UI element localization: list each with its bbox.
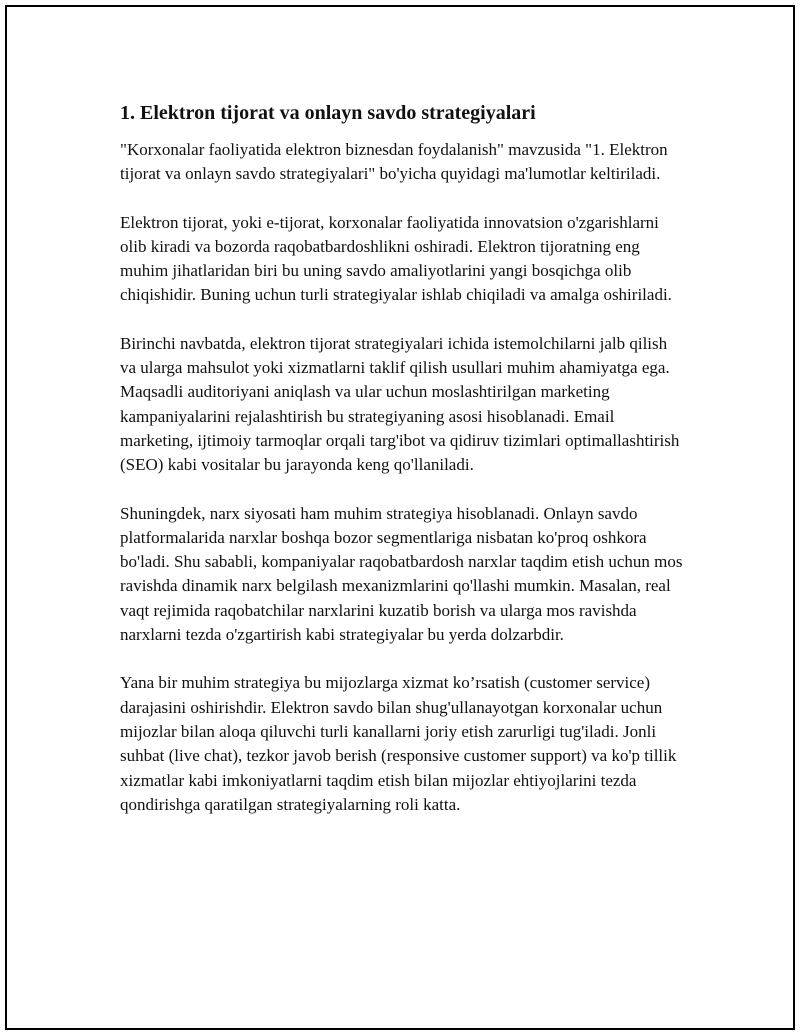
paragraph-ecommerce-overview: Elektron tijorat, yoki e-tijorat, korxonalar faoliyatida innovatsion o'zgarishlarni olib kiradi va bozorda raqobatbardoshlikni oshiradi. Elektron tijoratning eng muhim jihatlaridan biri bu uning savdo amaliyotlarini yangi bosqichga olib chiqishidir. Buning uchun turli strategiyalar ishlab chiqiladi va amalga oshiriladi. (120, 212, 672, 305)
paragraph-intro: "Korxonalar faoliyatida elektron biznesdan foydalanish" mavzusida "1. Elektron tijorat va onlayn savdo strategiyalari" bo'yicha quyidagi ma'lumotlar keltiriladi. (120, 140, 668, 184)
paragraph-customer-acquisition: Birinchi navbatda, elektron tijorat strategiyalari ichida istemolchilarni jalb qilish va ularga mahsulot yoki xizmatlarni taklif qilish usullari muhim ahamiyatga ega. Maqsadli auditoriyani aniqlash va ular uchun moslashtirilgan marketing kampaniyalarini rejalashtirish bu strategiyaning asosi hisoblanadi. Email marketing, ijtimoiy tarmoqlar orqali targ'ibot va qidiruv tizimlari optimallashtirish (SEO) kabi vositalar bu jarayonda keng qo'llaniladi. (120, 333, 680, 475)
document-title: 1. Elektron tijorat va onlayn savdo strategiyalari (120, 102, 536, 124)
paragraph-pricing-strategy: Shuningdek, narx siyosati ham muhim strategiya hisoblanadi. Onlayn savdo platformalarida narxlar boshqa bozor segmentlariga nisbatan ko'proq oshkora bo'ladi. Shu sababli, kompaniyalar raqobatbardosh narxlar taqdim etish uchun mos ravishda dinamik narx belgilash mexanizmlarini qo'llashi mumkin. Masalan, real vaqt rejimida raqobatchilar narxlarini kuzatib borish va ularga mos ravishda narxlarni tezda o'zgartirish kabi strategiyalar bu yerda dolzarbdir. (120, 503, 683, 645)
document-content (120, 100, 685, 841)
document-page (5, 5, 795, 1030)
paragraph-customer-service: Yana bir muhim strategiya bu mijozlarga xizmat ko’rsatish (customer service) darajasini oshirishdir. Elektron savdo bilan shug'ullanayotgan korxonalar uchun mijozlar bilan aloqa qiluvchi turli kanallarni joriy etish zarurligi tug'iladi. Jonli suhbat (live chat), tezkor javob berish (responsive customer support) va ko'p tillik xizmatlar kabi imkoniyatlarni taqdim etish bilan mijozlar ehtiyojlarini tezda qondirishga qaratilgan strategiyalarning roli katta. (120, 673, 677, 814)
